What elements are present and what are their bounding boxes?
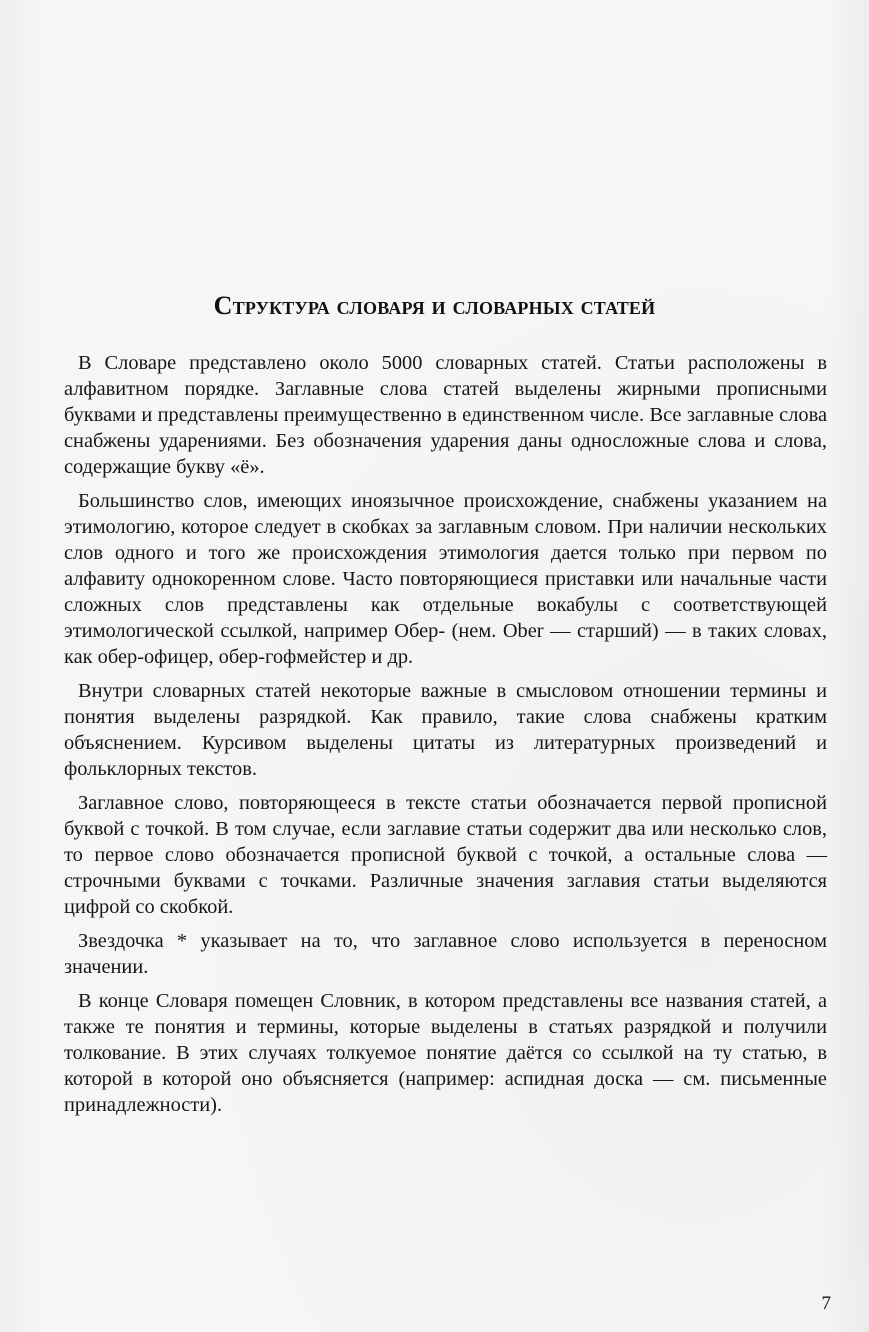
paragraph-etymology: Большинство слов, имеющих иноязычное происхождение, снабжены указанием на этимологию, которое следует в скобках за заглавным словом. При наличии нескольких слов одного и того же происхождения этимология дается только при первом по алфавиту однокоренном слове. Часто повторяющиеся приставки или начальные части сложных слов представлены как отдельные вокабулы с соответствующей этимологической ссылкой, например Обер- (нем. Ober — старший) — в таких словах, как обер-офицер, обер-гофмейстер и др. [64, 490, 827, 668]
body-text [64, 350, 827, 1126]
paragraph-headword-abbreviation: Заглавное слово, повторяющееся в тексте статьи обозначается первой прописной буквой с точкой. В том случае, если заглавие статьи содержит два или несколько слов, то первое слово обозначается прописной буквой с точкой, а остальные слова — строчными буквами с точками. Различные значения заглавия статьи выделяются цифрой со скобкой. [64, 792, 827, 918]
paragraph-index: В конце Словаря помещен Словник, в котором представлены все названия статей, а также те понятия и термины, которые выделены в статьях разрядкой и получили толкование. В этих случаях толкуемое понятие даётся со ссылкой на ту статью, в которой в которой оно объясняется (например: аспидная доска — см. письменные принадлежности). [64, 990, 827, 1116]
paragraph-spacing-emphasis: Внутри словарных статей некоторые важные в смысловом отношении термины и понятия выделены разрядкой. Как правило, такие слова снабжены кратким объяснением. Курсивом выделены цитаты из литературных произведений и фольклорных текстов. [64, 680, 827, 780]
page-title: Структура словаря и словарных статей [213, 291, 656, 321]
paragraph-articles-count: В Словаре представлено около 5000 словарных статей. Статьи расположены в алфавитном порядке. Заглавные слова статей выделены жирными прописными буквами и представлены преимущественно в единственном числе. Все заглавные слова снабжены ударениями. Без обозначения ударения даны односложные слова и слова, содержащие букву «ё». [64, 352, 827, 478]
page-number: 7 [821, 1293, 831, 1314]
paragraph-asterisk: Звездочка * указывает на то, что заглавное слово используется в переносном значении. [64, 930, 827, 978]
